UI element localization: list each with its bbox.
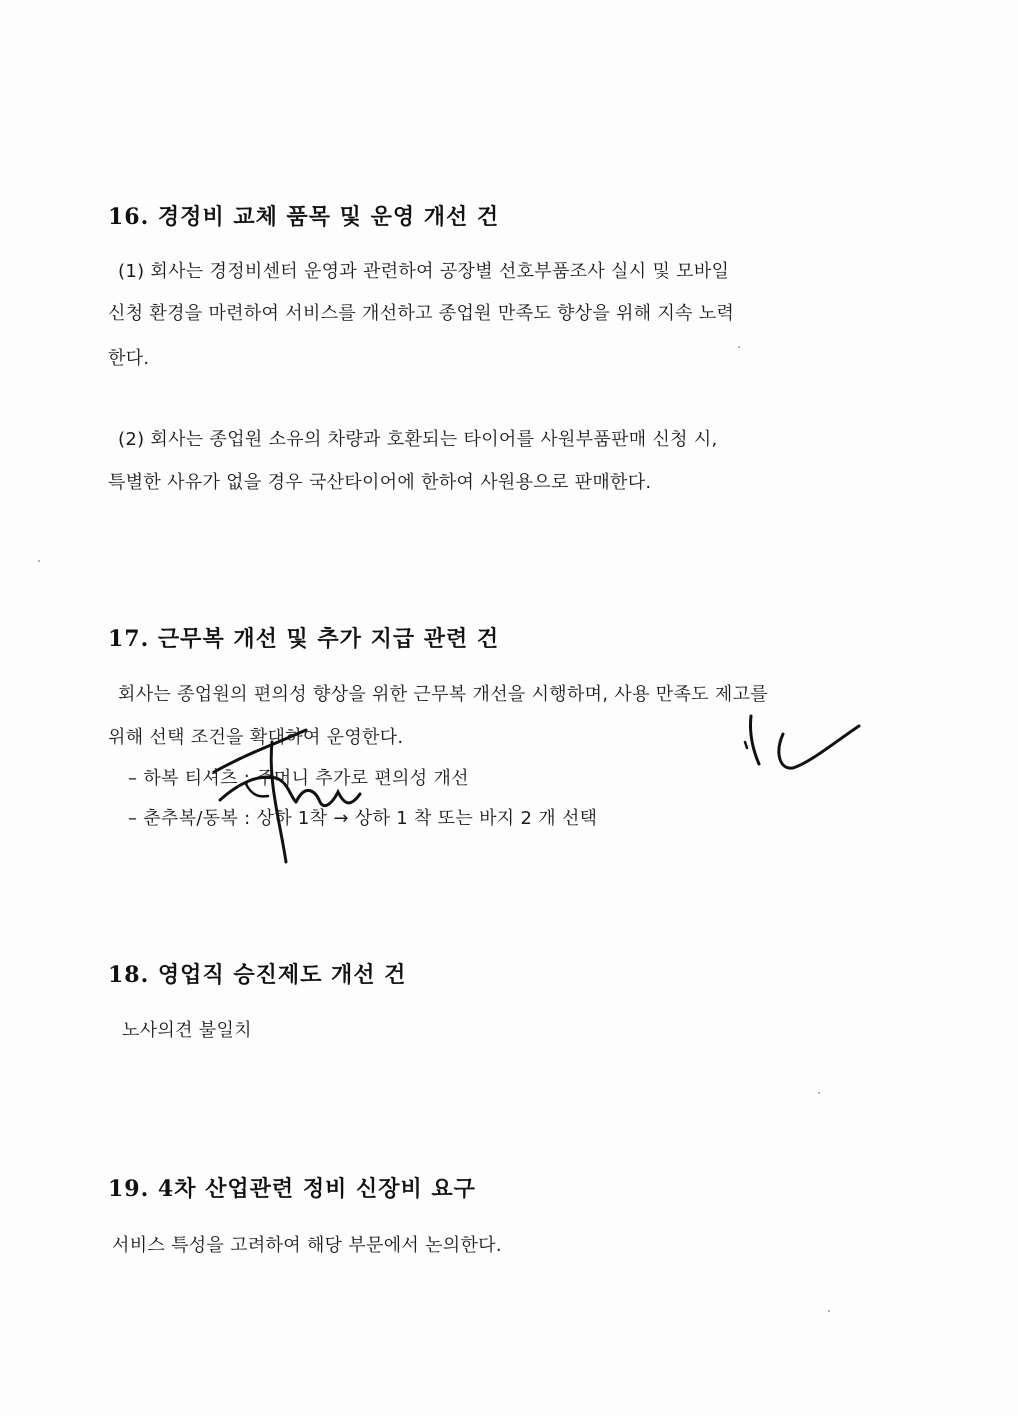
scan-speck <box>738 346 740 348</box>
section-16-paragraph-2-line-1: (2) 회사는 종업원 소유의 차량과 호환되는 타이어를 사원부품판매 신청 시, <box>118 429 718 450</box>
section-17-bullet-2: – 춘추복/동복 : 상하 1착 → 상하 1 착 또는 바지 2 개 선택 <box>128 808 598 829</box>
section-18-line-1: 노사의견 불일치 <box>122 1020 252 1041</box>
section-16-heading: 16. 경정비 교체 품목 및 운영 개선 건 <box>108 204 500 230</box>
handwritten-signature-left <box>210 712 370 872</box>
section-16-paragraph-1-line-1: (1) 회사는 경정비센터 운영과 관련하여 공장별 선호부품조사 실시 및 모바일 <box>118 261 730 282</box>
section-17-line-2: 위해 선택 조건을 확대하여 운영한다. <box>108 727 404 748</box>
scan-speck <box>818 1092 820 1094</box>
section-16-paragraph-2-line-2: 특별한 사유가 없을 경우 국산타이어에 한하여 사원용으로 판매한다. <box>108 472 652 493</box>
section-16-paragraph-1-line-2: 신청 환경을 마련하여 서비스를 개선하고 종업원 만족도 향상을 위해 지속 노력 <box>108 303 735 324</box>
section-19-heading: 19. 4차 산업관련 정비 신장비 요구 <box>108 1176 476 1202</box>
section-17-bullet-1: – 하복 티셔츠 : 주머니 추가로 편의성 개선 <box>128 768 469 789</box>
handwritten-signature-right <box>735 708 865 778</box>
section-16-paragraph-1-line-3: 한다. <box>108 348 150 369</box>
section-17-line-1: 회사는 종업원의 편의성 향상을 위한 근무복 개선을 시행하며, 사용 만족도 제고를 <box>118 684 768 705</box>
section-17-heading: 17. 근무복 개선 및 추가 지급 관련 건 <box>108 626 500 652</box>
section-19-line-1: 서비스 특성을 고려하여 해당 부문에서 논의한다. <box>112 1235 502 1256</box>
scan-speck <box>828 1310 830 1312</box>
section-18-heading: 18. 영업직 승진제도 개선 건 <box>108 962 407 988</box>
scan-speck <box>38 560 40 562</box>
